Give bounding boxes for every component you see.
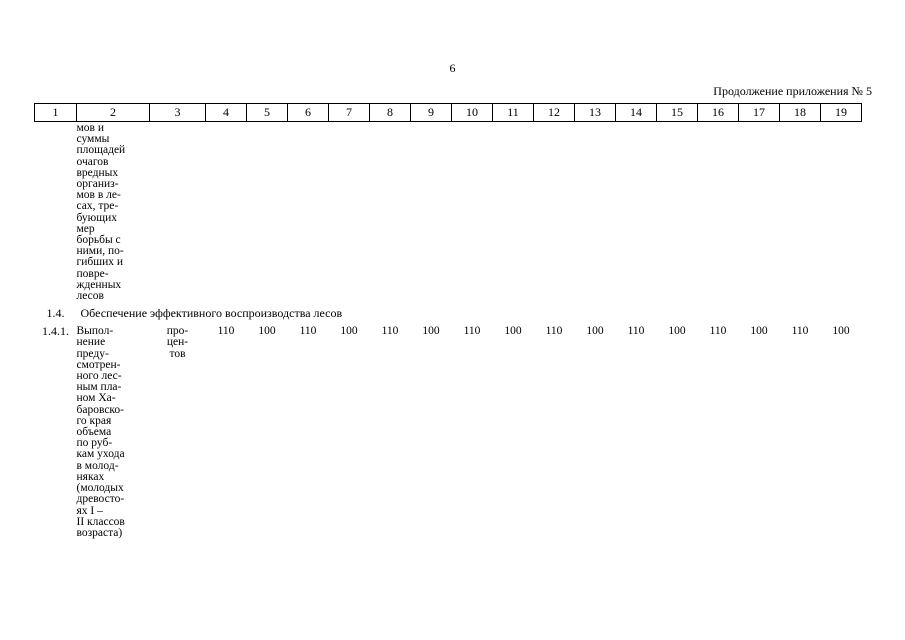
column-header: 6: [288, 104, 329, 122]
appendix-continuation-note: Продолжение приложения № 5: [713, 84, 872, 98]
value-cell: 110: [709, 325, 727, 338]
value-cell: 110: [299, 325, 317, 338]
value-cell: 100: [586, 325, 604, 338]
page-number: 6: [449, 61, 456, 75]
unit-cell: про- цен- тов: [166, 325, 189, 360]
value-cell: 110: [463, 325, 481, 338]
column-header: 5: [247, 104, 288, 122]
column-header: 12: [534, 104, 575, 122]
column-header: 1: [35, 104, 77, 122]
indicator-text: Выпол- нение преду- смотрен- ного лес- ным пла- ном Ха- баровско- го края объема по руб- кам ухода в молод- няках (молодых древосто- ях I – II классов возраста): [76, 325, 125, 539]
column-header: 14: [616, 104, 657, 122]
column-header: 8: [370, 104, 411, 122]
value-cell: 100: [750, 325, 768, 338]
column-number-header: [35, 104, 862, 122]
column-header: 9: [411, 104, 452, 122]
row-number: 1.4.1.: [42, 324, 69, 339]
value-cell: 100: [668, 325, 686, 338]
data-table: [34, 103, 862, 539]
value-cell: 110: [381, 325, 399, 338]
row-number: [35, 122, 77, 303]
section-number: 1.4.: [46, 306, 65, 321]
column-header: 11: [493, 104, 534, 122]
table-row-continued: [35, 122, 862, 303]
column-header: 13: [575, 104, 616, 122]
value-cell: 100: [504, 325, 522, 338]
empty-values: [206, 122, 862, 303]
column-header: 15: [657, 104, 698, 122]
column-header: 18: [780, 104, 821, 122]
table-row: [35, 323, 862, 539]
column-header: 17: [739, 104, 780, 122]
value-cell: 100: [422, 325, 440, 338]
value-cell: 110: [545, 325, 563, 338]
value-cell: 100: [832, 325, 850, 338]
unit-cell: [150, 122, 206, 303]
column-header: 7: [329, 104, 370, 122]
value-cell: 100: [340, 325, 358, 338]
column-header: 19: [821, 104, 862, 122]
value-cell: 110: [217, 325, 235, 338]
column-header: 2: [77, 104, 150, 122]
indicator-text: мов и суммы площадей очагов вредных организ- мов в ле- сах, тре- бующих мер борьбы с ними, по- гибших и повре- жденных лесов: [76, 122, 126, 303]
value-cell: 110: [791, 325, 809, 338]
column-header: 4: [206, 104, 247, 122]
column-header: 16: [698, 104, 739, 122]
value-cell: 110: [627, 325, 645, 338]
section-title: Обеспечение эффективного воспроизводства лесов: [80, 306, 343, 321]
section-row: [35, 302, 862, 323]
column-header: 10: [452, 104, 493, 122]
value-cell: 100: [258, 325, 276, 338]
column-header: 3: [150, 104, 206, 122]
